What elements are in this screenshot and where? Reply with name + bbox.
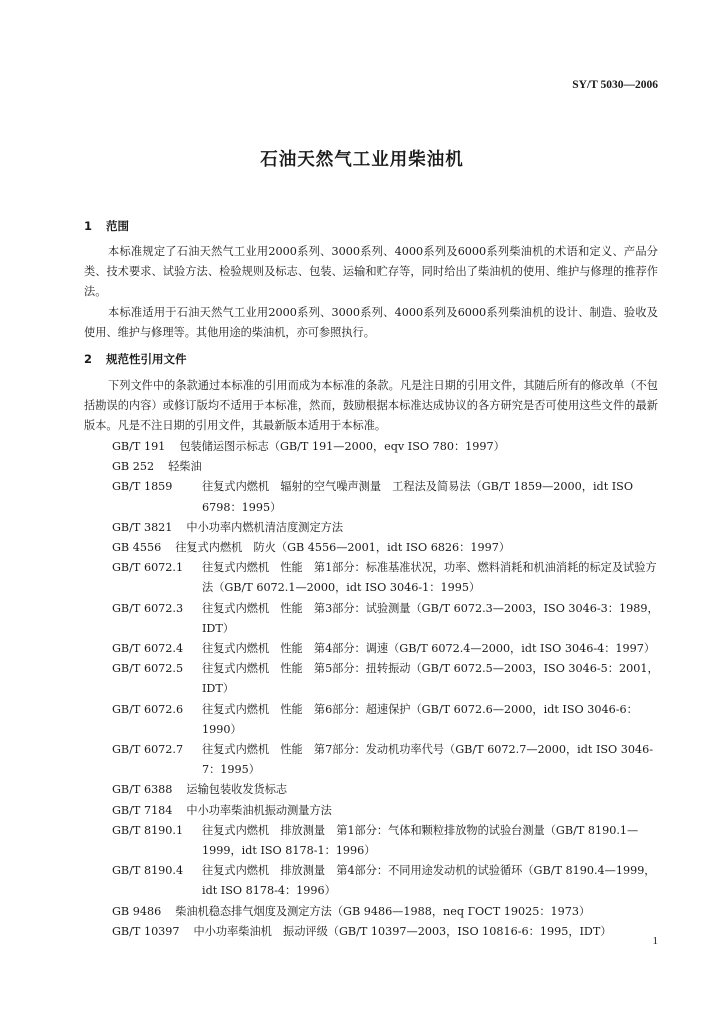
reference-code: GB/T 8190.1 (112, 823, 184, 837)
section-title: 范围 (106, 219, 129, 233)
reference-item (112, 558, 660, 598)
reference-code: GB 4556 (112, 541, 162, 555)
section-title: 规范性引用文件 (106, 352, 187, 366)
reference-code: GB/T 7184 (112, 803, 173, 817)
reference-item (112, 700, 660, 740)
reference-code: GB/T 6072.3 (112, 601, 184, 615)
section-number: 1 (84, 219, 93, 233)
reference-code: GB/T 1859 (112, 480, 173, 494)
references-intro-paragraph: 下列文件中的条款通过本标准的引用而成为本标准的条款。凡是注日期的引用文件，其随后所有的修改单（不包括勘误的内容）或修订版均不适用于本标准，然而，鼓励根据本标准达成协议的各方研究是否可使用这些文件的最新版本。凡是不注日期的引用文件，其最新版本适用于本标准。 (84, 379, 658, 433)
reference-code: GB/T 191 (112, 440, 166, 453)
scope-paragraph-1: 本标准规定了石油天然气工业用2000系列、3000系列、4000系列及6000系列柴油机的术语和定义、产品分类、技术要求、试验方法、检验规则及标志、包装、运输和贮存等，同时给出了柴油机的使用、维护与修理的推荐作法。 (84, 245, 658, 299)
page-number: 1 (652, 935, 658, 947)
reference-title: 中小功率内燃机清洁度测定方法 (186, 520, 344, 534)
reference-code: GB/T 6072.6 (112, 702, 184, 716)
scope-paragraph-2: 本标准适用于石油天然气工业用2000系列、3000系列、4000系列及6000系列柴油机的设计、制造、验收及使用、维护与修理等。其他用途的柴油机，亦可参照执行。 (84, 306, 658, 340)
reference-title: 轻柴油 (168, 460, 202, 474)
reference-title: 往复式内燃机 性能 第7部分：发动机功率代号（GB/T 6072.7—2000，idt ISO 3046-7：1995） (202, 743, 654, 777)
reference-code: GB/T 6072.1 (112, 561, 184, 575)
reference-code: GB/T 6072.7 (112, 743, 184, 757)
reference-item (112, 639, 660, 659)
reference-item (112, 538, 660, 558)
reference-item (112, 780, 660, 800)
reference-item (112, 599, 660, 639)
reference-code: GB/T 10397 (112, 924, 180, 938)
standard-code: SY/T 5030—2006 (572, 79, 658, 91)
reference-title: 往复式内燃机 辐射的空气噪声测量 工程法及简易法（GB/T 1859—2000，idt ISO 6798：1995） (202, 480, 633, 514)
section-number: 2 (84, 352, 93, 366)
reference-title: 往复式内燃机 性能 第3部分：试验测量（GB/T 6072.3—2003，ISO 3046-3：1989，IDT） (202, 601, 659, 635)
reference-title: 往复式内燃机 防火（GB 4556—2001，idt ISO 6826：1997） (175, 541, 511, 555)
section-heading-scope (84, 218, 129, 234)
reference-item (112, 740, 660, 780)
reference-title: 往复式内燃机 排放测量 第1部分：气体和颗粒排放物的试验台测量（GB/T 8190.1—1999，idt ISO 8178-1：1996） (202, 823, 639, 858)
reference-title: 往复式内燃机 性能 第6部分：超速保护（GB/T 6072.6—2000，idt ISO 3046-6：1990） (202, 702, 638, 736)
reference-item (112, 659, 660, 699)
document-title: 石油天然气工业用柴油机 (260, 150, 464, 170)
reference-title: 柴油机稳态排气烟度及测定方法（GB 9486—1988，neq ГОСТ 19025：1973） (175, 904, 591, 918)
reference-item (112, 457, 660, 477)
reference-item (112, 902, 660, 922)
reference-title: 往复式内燃机 性能 第4部分：调速（GB/T 6072.4—2000，idt ISO 3046-4：1997） (202, 642, 656, 656)
reference-code: GB/T 6072.4 (112, 642, 184, 656)
reference-item (112, 477, 660, 517)
reference-item (112, 922, 660, 942)
reference-title: 往复式内燃机 性能 第1部分：标准基准状况，功率、燃料消耗和机油消耗的标定及试验方法（GB/T 6072.1—2000，idt ISO 3046-1：1995） (202, 561, 657, 595)
reference-title: 往复式内燃机 性能 第5部分：扭转振动（GB/T 6072.5—2003，ISO 3046-5：2001，IDT） (202, 662, 659, 696)
reference-code: GB/T 3821 (112, 520, 173, 534)
reference-item (112, 821, 660, 861)
section-heading-normative-references (84, 351, 187, 367)
reference-title: 往复式内燃机 排放测量 第4部分：不同用途发动机的试验循环（GB/T 8190.4—1999，idt ISO 8178-4：1996） (202, 864, 656, 898)
reference-code: GB/T 8190.4 (112, 864, 184, 878)
reference-code: GB 252 (112, 460, 155, 474)
reference-list (112, 437, 660, 942)
reference-item (112, 518, 660, 538)
reference-code: GB/T 6072.5 (112, 662, 184, 676)
reference-item (112, 861, 660, 901)
reference-title: 中小功率柴油机振动测量方法 (186, 803, 332, 817)
reference-item (112, 437, 660, 457)
reference-title: 中小功率柴油机 振动评级（GB/T 10397—2003，ISO 10816-6：1995，IDT） (193, 924, 612, 938)
reference-code: GB 9486 (112, 904, 162, 918)
reference-code: GB/T 6388 (112, 783, 173, 797)
reference-item (112, 801, 660, 821)
reference-title: 包装储运图示标志（GB/T 191—2000，eqv ISO 780：1997） (179, 440, 505, 453)
reference-title: 运输包装收发货标志 (186, 783, 288, 797)
